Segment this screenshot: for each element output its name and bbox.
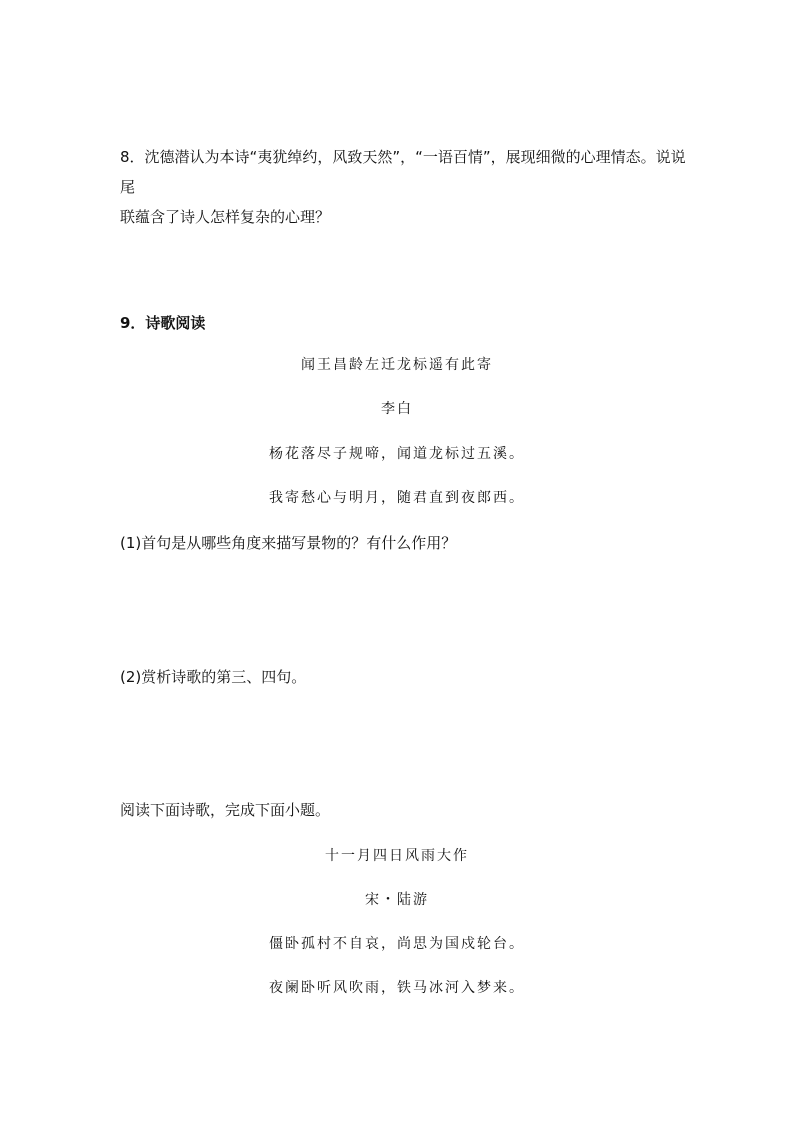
question-9-title: 9．诗歌阅读 bbox=[120, 314, 206, 332]
reading-instruction: 阅读下面诗歌，完成下面小题。 bbox=[120, 801, 331, 819]
poem-1-title: 闻王昌龄左迁龙标遥有此寄 bbox=[301, 357, 493, 373]
poem-2-title: 十一月四日风雨大作 bbox=[325, 848, 469, 864]
poem-2-line-2: 夜阑卧听风吹雨，铁马冰河入梦来。 bbox=[269, 980, 525, 996]
question-8-line-1 bbox=[120, 142, 690, 202]
question-9-sub-2: (2)赏析诗歌的第三、四句。 bbox=[120, 668, 307, 686]
question-8-number: 8． bbox=[120, 148, 145, 166]
question-8-text-1: 沈德潜认为本诗“夷犹绰约，风致天然”，“一语百情”，展现细微的心理情态。说说尾 bbox=[120, 148, 686, 196]
question-8 bbox=[120, 142, 690, 232]
poem-1-line-2: 我寄愁心与明月，随君直到夜郎西。 bbox=[269, 490, 525, 506]
poem-2-line-1: 僵卧孤村不自哀，尚思为国戍轮台。 bbox=[269, 936, 525, 952]
poem-1-line-1: 杨花落尽子规啼，闻道龙标过五溪。 bbox=[269, 446, 525, 462]
poem-2-author: 宋・陆游 bbox=[365, 892, 429, 908]
question-8-text-2: 联蕴含了诗人怎样复杂的心理？ bbox=[120, 208, 331, 226]
poem-1-author: 李白 bbox=[381, 401, 413, 417]
question-9-sub-1: (1)首句是从哪些角度来描写景物的？有什么作用？ bbox=[120, 534, 457, 552]
